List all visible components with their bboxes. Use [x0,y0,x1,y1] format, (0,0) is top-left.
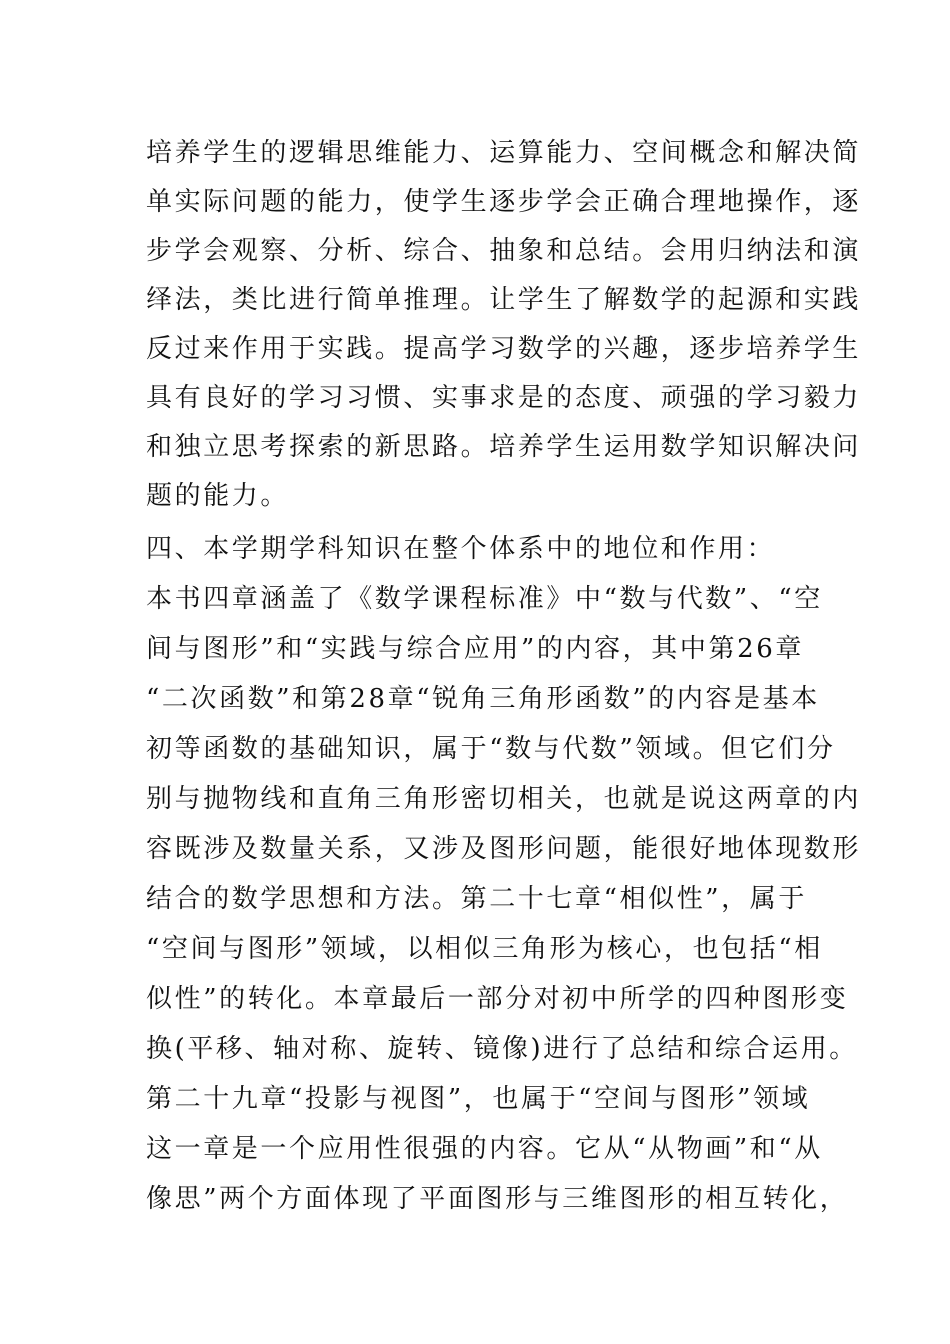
text-line: 这一章是一个应用性很强的内容。它从“从物画”和“从 [146,1134,823,1164]
text-line: 题的能力。 [146,481,290,511]
text-line: 初等函数的基础知识，属于“数与代数”领域。但它们分 [146,734,836,764]
text-line: 本书四章涵盖了《数学课程标准》中“数与代数”、“空 [146,584,823,614]
text-line: 和独立思考探索的新思路。培养学生运用数学知识解决问 [146,432,862,462]
text-line: 第二十九章“投影与视图”，也属于“空间与图形”领域 [146,1084,811,1114]
text-line: 反过来作用于实践。提高学习数学的兴趣，逐步培养学生 [146,334,862,364]
text-line: 单实际问题的能力，使学生逐步学会正确合理地操作，逐 [146,187,862,217]
text-line: 容既涉及数量关系，又涉及图形问题，能很好地体现数形 [146,834,862,864]
text-line: 结合的数学思想和方法。第二十七章“相似性”，属于 [146,884,807,914]
text-line: 别与抛物线和直角三角形密切相关，也就是说这两章的内 [146,784,862,814]
text-line: 间与图形”和“实践与综合应用”的内容，其中第26章 [146,634,804,664]
text-line: 绎法，类比进行简单推理。让学生了解数学的起源和实践 [146,285,862,315]
text-line: “空间与图形”领域，以相似三角形为核心，也包括“相 [146,934,823,964]
text-line: 似性”的转化。本章最后一部分对初中所学的四种图形变 [146,984,849,1014]
text-line: 换(平移、轴对称、旋转、镜像)进行了总结和综合运用。 [146,1034,858,1064]
section-heading: 四、本学期学科知识在整个体系中的地位和作用： [146,534,776,564]
text-line: 具有良好的学习习惯、实事求是的态度、顽强的学习毅力 [146,383,862,413]
text-line: “二次函数”和第28章“锐角三角形函数”的内容是基本 [146,684,820,714]
text-line: 步学会观察、分析、综合、抽象和总结。会用归纳法和演 [146,236,862,266]
text-line: 像思”两个方面体现了平面图形与三维图形的相互转化， [146,1184,849,1214]
text-line: 培养学生的逻辑思维能力、运算能力、空间概念和解决简 [146,138,862,168]
